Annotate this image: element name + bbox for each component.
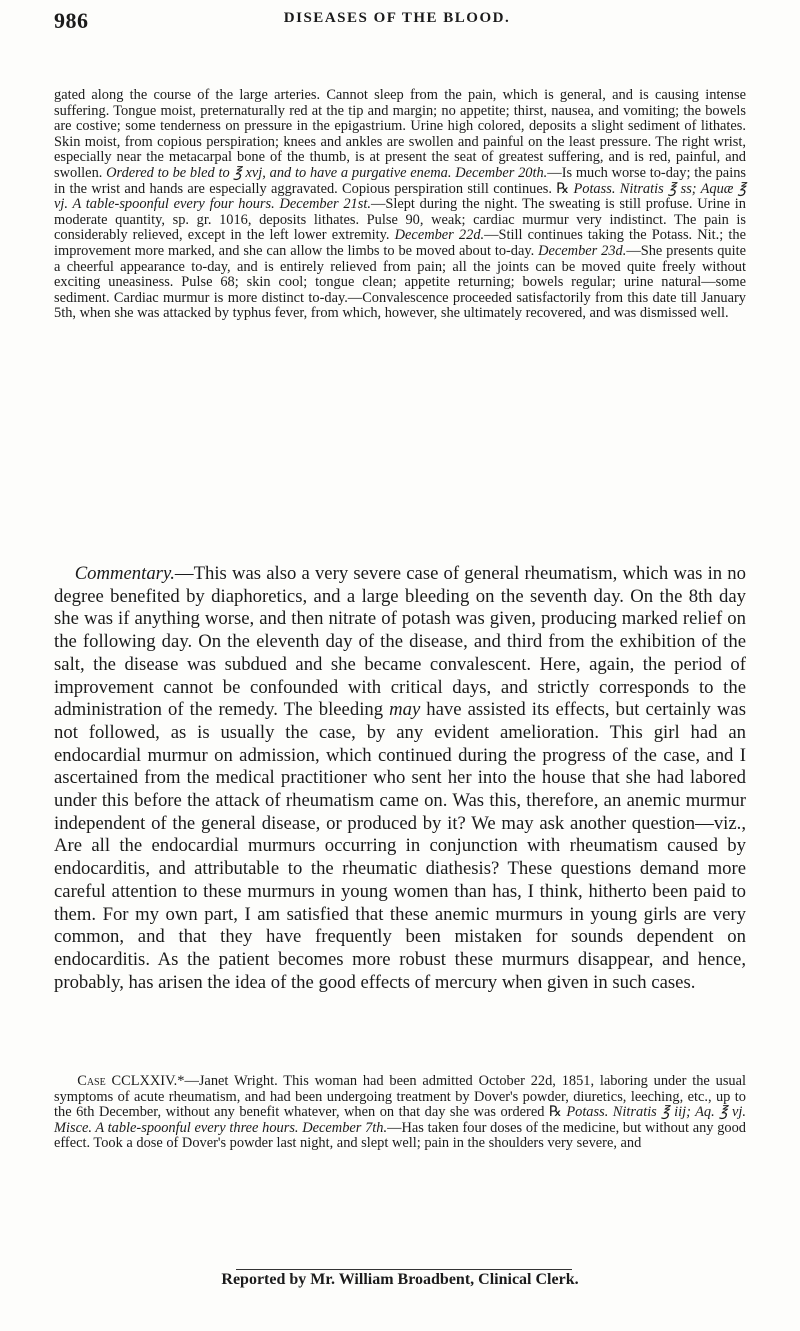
prescription: Potass. Nitratis ℥ iij; Aq. ℥ vj. Misce. A table-spoonful every three hours. [54,1104,746,1136]
running-head [54,8,740,38]
case-text: —She presents quite a cheerful appearance to-day, and is entirely relieved from pain; all the joints can be moved quite freely without exciting uneasiness. Pulse 68; skin cool; tongue clean; appetite returning; bowels regular; urine natural—some sediment. Cardiac murmur is more distinct to-day.—Convalescence proceeded satisfactorily from this date till January 5th, when she was attacked by typhus fever, from which, however, she ultimately recovered, and was dismissed well. [54,242,746,322]
emphasis-word: may [389,699,421,721]
footnote-rule [236,1269,572,1270]
case-paragraph [54,1074,746,1152]
case-paragraph [54,88,746,322]
commentary-label: Commentary. [74,563,175,584]
footnote: Reported by Mr. William Broadbent, Clinical Clerk. [221,1271,579,1288]
case-text: —Is much worse to-day; the pains in the wrist and hands are especially aggravated. Copious perspiration still continues. ℞ [54,164,746,197]
commentary-section [54,563,746,994]
case-text: —Has taken four doses of the medicine, but without any good effect. Took a dose of Dover's powder last night, and slept well; pain in the shoulders very severe, and [54,1119,746,1152]
case-text: —Janet Wright. This woman had been admitted October 22d, 1851, laboring under the usual symptoms of acute rheumatism, and had been undergoing treatment by Dover's powder, diuretics, leeching, etc., up to the 6th December, without any benefit whatever, when on that day she was ordered ℞ [54,1073,747,1121]
commentary-text: —This was also a very severe case of general rheumatism, which was in no degree benefited by diaphoretics, and a large bleeding on the seventh day. On the 8th day she was if anything worse, and then nitrate of potash was given, producing marked relief on the following day. On the eleventh day of the disease, and third from the exhibition of the salt, the disease was subdued and she became convalescent. Here, again, the period of improvement cannot be confounded with critical days, and strictly corresponds to the administration of the remedy. The bleeding [54,563,746,721]
case-continuation [54,88,746,322]
prescription: Potass. Nitratis ℥ ss; Aquæ ℥ vj. A table-spoonful every four hours. [54,180,747,213]
treatment-order: Ordered to be bled to ℥ xvj, and to have a purgative enema. [106,164,452,181]
case-heading: Case CCLXXIV.* [77,1073,185,1089]
running-title: DISEASES OF THE BLOOD. [283,10,511,26]
date-entry: December 23d. [538,242,627,259]
page-number: 986 [54,8,89,33]
date-entry: December 21st. [279,196,371,213]
case-cclxxiv-section [54,1074,746,1152]
case-text: —Slept during the night. The sweating is still profuse. Urine in moderate quantity, sp. gr. 1016, deposits lithates. Pulse 90, weak; cardiac murmur very indistinct. The pain is considerably relieved, except in the left lower extremity. [54,196,746,244]
date-entry: December 7th. [302,1119,388,1136]
date-entry: December 22d. [394,227,485,244]
commentary-text: have assisted its effects, but certainly was not followed, as is usually the case, by any evident amelioration. This girl had an endocardial murmur on admission, which continued during the progress of the case, and I ascertained from the medical practitioner who sent her into the house that she had labored under this before the attack of rheumatism came on. Was this, therefore, an anemic murmur independent of the general disease, or produced by it? We may ask another question—viz., Are all the endocardial murmurs occurring in conjunction with rheumatism caused by endocarditis, and attributable to the rheumatic diathesis? These questions demand more careful attention to these murmurs in young women than has, I think, hitherto been paid to them. For my own part, I am satisfied that these anemic murmurs in young girls are very common, and that they have frequently been mistaken for sounds dependent on endocarditis. As the patient becomes more robust these murmurs disappear, and hence, probably, has arisen the idea of the good effects of mercury when given in such cases. [54,699,746,993]
case-text: —Still continues taking the Potass. Nit.; the improvement more marked, and she can allow the limbs to be moved about to-day. [54,227,746,259]
date-entry: December 20th. [455,164,548,181]
case-text: gated along the course of the large arteries. Cannot sleep from the pain, which is general, and is causing intense suffering. Tongue moist, preternaturally red at the tip and margin; no appetite; thirst, nausea, and vomiting; the bowels are costive; some tenderness on pressure in the epigastrium. Urine high colored, deposits a slight sediment of lithates. Skin moist, from copious perspiration; knees and ankles are swollen and painful on the least pressure. The right wrist, especially near the metacarpal bone of the thumb, is at present the seat of greatest suffering, and is red, painful, and swollen. [54,87,746,181]
commentary-paragraph [54,563,746,994]
